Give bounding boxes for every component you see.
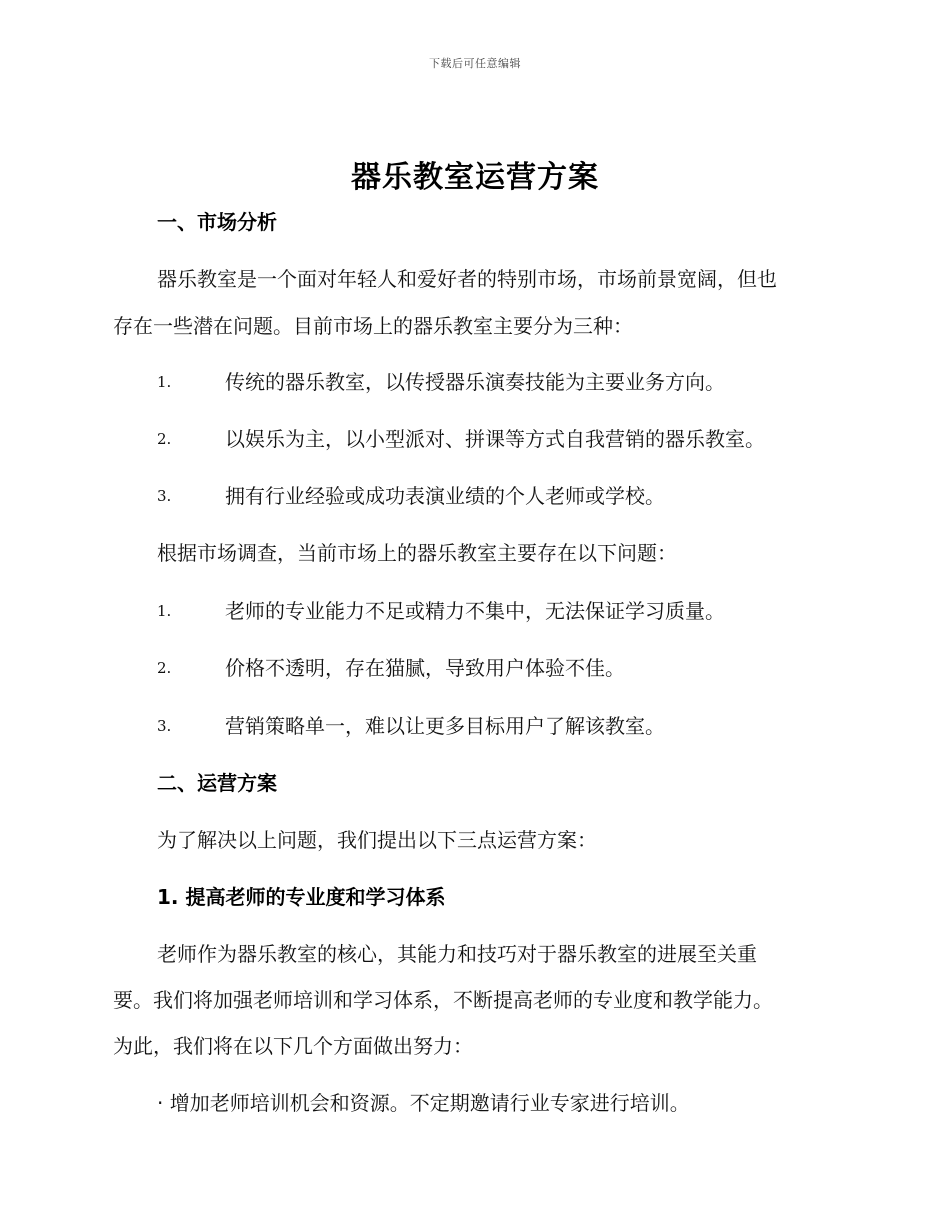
- paragraph-line: 为此，我们将在以下几个方面做出努力：: [113, 1034, 473, 1058]
- list-number: 2.: [157, 430, 172, 448]
- paragraph-line: 器乐教室是一个面对年轻人和爱好者的特别市场，市场前景宽阔，但也: [157, 267, 777, 291]
- paragraph-line: 为了解决以上问题，我们提出以下三点运营方案：: [157, 828, 597, 852]
- list-number: 1.: [157, 602, 172, 620]
- paragraph-line: 老师作为器乐教室的核心，其能力和技巧对于器乐教室的进展至关重: [157, 942, 757, 966]
- list-item-text: 价格不透明，存在猫腻，导致用户体验不佳。: [225, 656, 625, 680]
- list-number: 3.: [157, 717, 172, 735]
- document-title: 器乐教室运营方案: [351, 160, 599, 195]
- paragraph-line: 根据市场调查，当前市场上的器乐教室主要存在以下问题：: [157, 541, 677, 565]
- list-item-text: 老师的专业能力不足或精力不集中，无法保证学习质量。: [225, 599, 725, 623]
- subsection-heading: 1. 提高老师的专业度和学习体系: [157, 885, 446, 909]
- bullet-item: · 增加老师培训机会和资源。不定期邀请行业专家进行培训。: [157, 1091, 690, 1115]
- section-heading-market-analysis: 一、市场分析: [157, 210, 277, 234]
- header-note: 下载后可任意编辑: [429, 57, 521, 70]
- list-item-text: 拥有行业经验或成功表演业绩的个人老师或学校。: [225, 484, 665, 508]
- list-item-text: 营销策略单一，难以让更多目标用户了解该教室。: [225, 714, 665, 738]
- section-heading-operation-plan: 二、运营方案: [157, 771, 277, 795]
- list-item-text: 传统的器乐教室，以传授器乐演奏技能为主要业务方向。: [225, 370, 725, 394]
- list-number: 2.: [157, 659, 172, 677]
- paragraph-line: 存在一些潜在问题。目前市场上的器乐教室主要分为三种：: [113, 314, 633, 338]
- paragraph-line: 要。我们将加强老师培训和学习体系，不断提高老师的专业度和教学能力。: [113, 988, 773, 1012]
- list-number: 1.: [157, 373, 172, 391]
- list-number: 3.: [157, 487, 172, 505]
- list-item-text: 以娱乐为主，以小型派对、拼课等方式自我营销的器乐教室。: [225, 427, 765, 451]
